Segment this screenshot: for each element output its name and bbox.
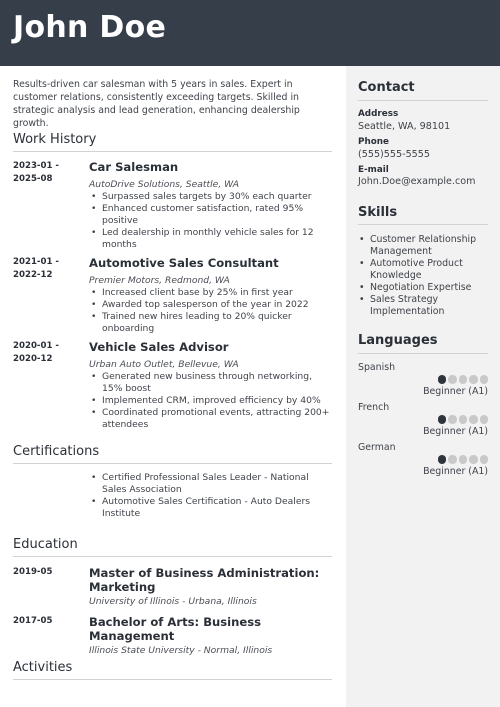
skill-item: • Customer Relationship Management [358, 234, 492, 258]
summary-text: Results-driven car salesman with 5 years in sales. Expert in customer relations, consistently exceeding targets. Skilled in strategic analysis and lead generation, enhancing dealership growth. [13, 79, 300, 129]
language-item [358, 362, 488, 397]
resume-header [0, 0, 500, 66]
rating-dot-empty [469, 415, 478, 424]
job-title: Automotive Sales Consultant [89, 256, 279, 270]
certification-item: • Automotive Sales Certification - Auto Dealers Institute [89, 496, 335, 520]
address-label: Address [358, 109, 399, 119]
job-bullet: • Led dealership in monthly vehicle sales for 12 months [89, 227, 335, 251]
rating-dot-empty [459, 415, 468, 424]
education-degree: Master of Business Administration: Marketing [89, 566, 320, 594]
rating-dot-empty [459, 375, 468, 384]
job-bullet: • Coordinated promotional events, attracting 200+ attendees [89, 407, 335, 431]
address-value: Seattle, WA, 98101 [358, 121, 451, 132]
skill-item: • Sales Strategy Implementation [358, 294, 492, 318]
languages-divider [358, 353, 488, 354]
work-history-divider [13, 151, 332, 152]
education-divider [13, 556, 332, 557]
job-bullets [89, 191, 335, 251]
job-company: Urban Auto Outlet, Bellevue, WA [89, 359, 239, 370]
job-title: Vehicle Sales Advisor [89, 340, 229, 354]
languages-heading: Languages [358, 333, 438, 348]
rating-dot-filled [438, 455, 447, 464]
activities-heading: Activities [13, 660, 73, 675]
job-bullet: • Enhanced customer satisfaction, rated 95% positive [89, 203, 335, 227]
rating-dot-empty [459, 455, 468, 464]
job-dates [13, 256, 79, 281]
rating-dot-empty [448, 455, 457, 464]
job-bullet: • Increased client base by 25% in first year [89, 287, 335, 299]
language-rating [438, 455, 489, 464]
education-school: University of Illinois - Urbana, Illinois [89, 596, 257, 607]
job-date-end: 2020-12 [13, 353, 53, 364]
activities-divider [13, 679, 332, 680]
rating-dot-empty [448, 375, 457, 384]
job-date-start: 2021-01 - [13, 257, 60, 267]
rating-dot-empty [480, 415, 489, 424]
language-level: Beginner (A1) [423, 426, 488, 437]
candidate-name: John Doe [13, 10, 167, 45]
phone-value: (555)555-5555 [358, 149, 430, 160]
job-date-end: 2025-08 [13, 173, 53, 184]
job-company: Premier Motors, Redmond, WA [89, 275, 230, 286]
skills-divider [358, 224, 488, 225]
job-date-start: 2020-01 - [13, 341, 60, 351]
rating-dot-filled [438, 375, 447, 384]
education-heading: Education [13, 537, 78, 552]
contact-divider [358, 100, 488, 101]
job-bullet: • Surpassed sales targets by 30% each quarter [89, 191, 335, 203]
job-bullet: • Awarded top salesperson of the year in 2022 [89, 299, 335, 311]
language-name: German [358, 442, 396, 453]
job-date-end: 2022-12 [13, 269, 53, 280]
language-name: Spanish [358, 362, 396, 373]
certifications-divider [13, 463, 332, 464]
work-history-heading: Work History [13, 132, 97, 147]
job-bullet: • Generated new business through networking, 15% boost [89, 371, 335, 395]
language-item [358, 402, 488, 437]
rating-dot-empty [448, 415, 457, 424]
rating-dot-empty [480, 455, 489, 464]
certifications-heading: Certifications [13, 444, 100, 459]
language-level: Beginner (A1) [423, 466, 488, 477]
language-item [358, 442, 488, 477]
job-bullet: • Trained new hires leading to 20% quicker onboarding [89, 311, 335, 335]
contact-heading: Contact [358, 80, 415, 95]
language-rating [438, 415, 489, 424]
job-dates [13, 160, 79, 185]
skill-item: • Negotiation Expertise [358, 282, 492, 294]
rating-dot-empty [480, 375, 489, 384]
skills-heading: Skills [358, 205, 398, 220]
rating-dot-filled [438, 415, 447, 424]
rating-dot-empty [469, 455, 478, 464]
language-rating [438, 375, 489, 384]
education-degree: Bachelor of Arts: Business Management [89, 615, 262, 643]
education-date: 2019-05 [13, 567, 53, 577]
certification-item: • Certified Professional Sales Leader - National Sales Association [89, 472, 335, 496]
job-bullets [89, 287, 335, 335]
education-date: 2017-05 [13, 616, 53, 626]
sidebar [346, 66, 500, 707]
job-bullet: • Implemented CRM, improved efficiency by 40% [89, 395, 335, 407]
job-title: Car Salesman [89, 160, 179, 174]
language-level: Beginner (A1) [423, 386, 488, 397]
main-column [0, 66, 346, 707]
phone-label: Phone [358, 137, 389, 147]
skill-item: • Automotive Product Knowledge [358, 258, 492, 282]
skills-list [358, 234, 492, 318]
email-label: E-mail [358, 165, 389, 175]
language-name: French [358, 402, 390, 413]
certifications-list [89, 472, 335, 520]
job-bullets [89, 371, 335, 431]
rating-dot-empty [469, 375, 478, 384]
job-company: AutoDrive Solutions, Seattle, WA [89, 179, 240, 190]
education-school: Illinois State University - Normal, Illinois [89, 645, 273, 656]
email-value: John.Doe@example.com [358, 176, 476, 187]
job-date-start: 2023-01 - [13, 161, 60, 171]
job-dates [13, 340, 79, 365]
